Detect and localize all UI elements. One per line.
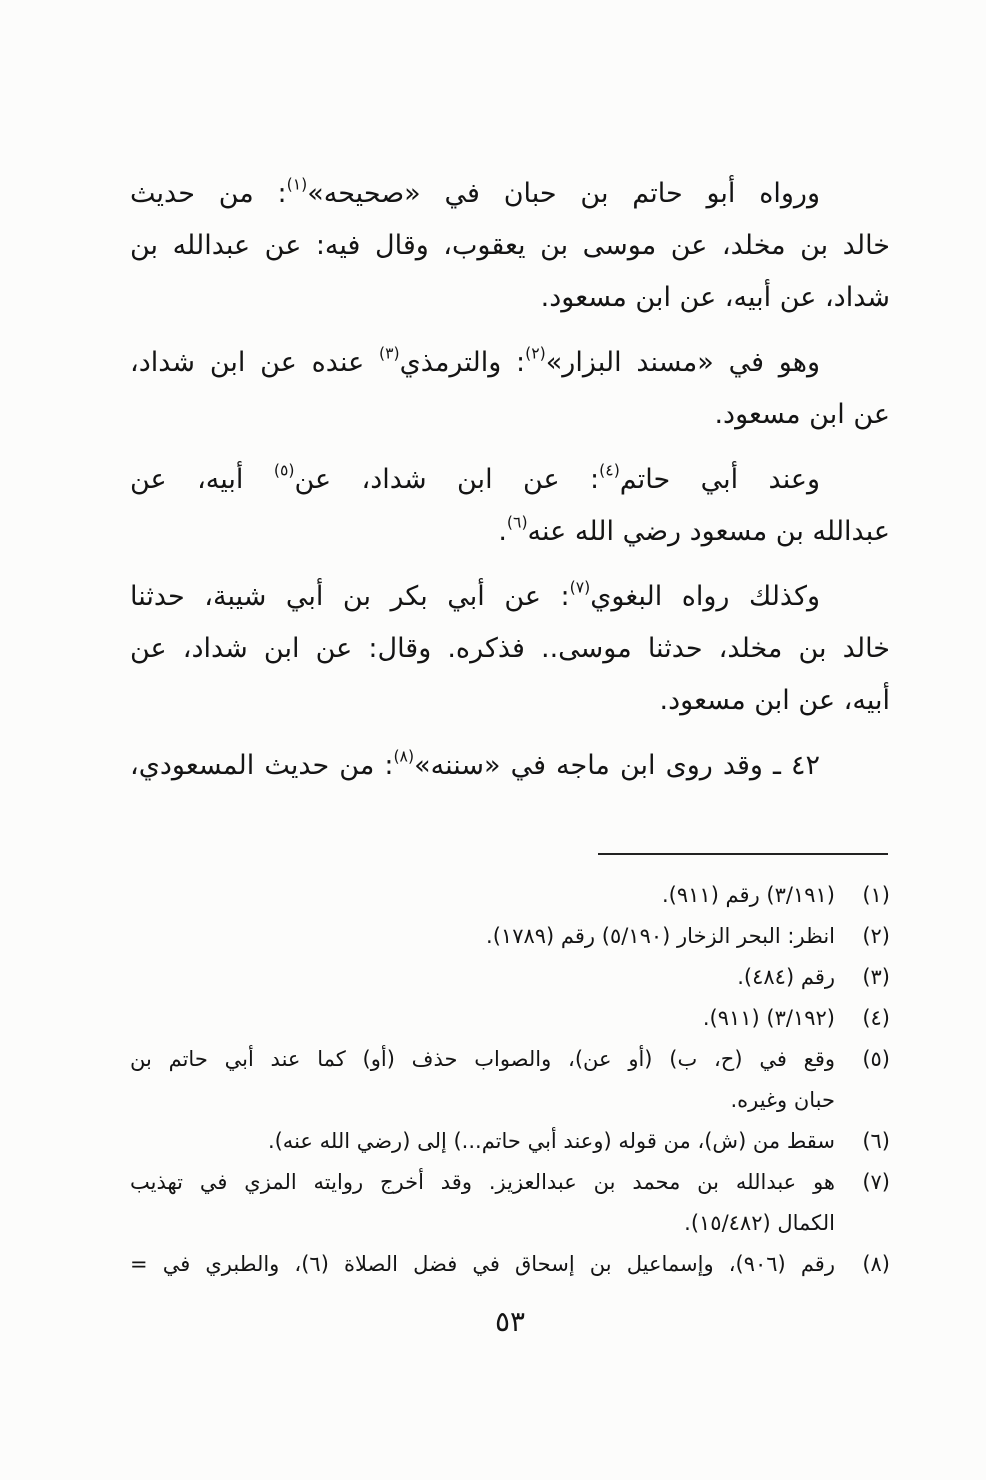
- text-line: عن ابن مسعود.: [714, 399, 890, 430]
- text-segment: : والترمذي: [399, 347, 526, 378]
- footnote-line: رقم (٤٨٤).: [737, 965, 835, 989]
- footnote-ref-6: (٦): [506, 512, 528, 532]
- text-segment: وهو في «مسند البزار»: [545, 347, 820, 378]
- footnote-line: انظر: البحر الزخار (٥/١٩٠) رقم (١٧٨٩).: [486, 924, 835, 948]
- footnote-number: (٤): [862, 1006, 890, 1030]
- footnote-line: رقم (٩٠٦)، وإسماعيل بن إسحاق في فضل الصلاة (٦)، والطبري في =: [130, 1252, 835, 1276]
- text-segment: : من حديث المسعودي،: [130, 750, 394, 781]
- footnote-ref-1: (١): [286, 174, 308, 194]
- text-line: شداد، عن أبيه، عن ابن مسعود.: [540, 282, 890, 313]
- paragraph-4: [130, 571, 890, 727]
- text-line: [130, 168, 890, 220]
- footnote-line: هو عبدالله بن محمد بن عبدالعزيز. وقد أخرج روايته المزي في تهذيب: [130, 1170, 835, 1194]
- text-line: [130, 740, 890, 792]
- footnote-line: (٣/١٩١) رقم (٩١١).: [661, 883, 835, 907]
- paragraph-5: [130, 740, 890, 792]
- footnote-7: [130, 1162, 890, 1244]
- footnote-line: (٣/١٩٢) (٩١١).: [702, 1006, 835, 1030]
- footnote-3: [130, 957, 890, 998]
- text-line: خالد بن مخلد، حدثنا موسى.. فذكره. وقال: عن ابن شداد، عن: [130, 633, 890, 664]
- text-line: [130, 506, 890, 558]
- footnote-number: (٥): [862, 1047, 890, 1071]
- footnote-4: [130, 998, 890, 1039]
- text-line: [130, 454, 890, 506]
- paragraph-3: [130, 454, 890, 558]
- footnote-number: (٦): [862, 1129, 890, 1153]
- footnote-ref-7: (٧): [569, 577, 591, 597]
- text-segment: وكذلك رواه البغوي: [590, 581, 820, 612]
- text-segment: .: [498, 516, 507, 547]
- footnote-5: [130, 1039, 890, 1121]
- text-line: أبيه، عن ابن مسعود.: [659, 685, 890, 716]
- text-segment: : من حديث: [130, 178, 287, 209]
- footnote-6: [130, 1121, 890, 1162]
- main-text: [130, 168, 890, 792]
- footnote-1: [130, 875, 890, 916]
- text-segment: وعند أبي حاتم: [619, 464, 821, 495]
- text-line: خالد بن مخلد، عن موسى بن يعقوب، وقال فيه: عن عبدالله بن: [130, 230, 890, 261]
- footnote-line: وقع في (ح، ب) (أو عن)، والصواب حذف (أو) كما عند أبي حاتم بن: [130, 1047, 835, 1071]
- text-segment: ورواه أبو حاتم بن حبان في «صحيحه»: [307, 178, 820, 209]
- footnote-ref-3: (٣): [379, 343, 400, 363]
- footnote-ref-2: (٢): [525, 343, 546, 363]
- footnote-line: الكمال (١٥/٤٨٢).: [684, 1211, 835, 1235]
- text-segment: عنده عن ابن شداد،: [130, 347, 380, 378]
- footnote-line: حبان وغيره.: [730, 1088, 835, 1112]
- text-segment: : عن ابن شداد، عن: [294, 464, 600, 495]
- footnote-8: [130, 1244, 890, 1285]
- footnotes: [130, 875, 890, 1285]
- footnote-separator: [598, 853, 888, 855]
- text-segment: أبيه، عن: [130, 464, 274, 495]
- footnote-number: (٨): [862, 1252, 890, 1276]
- text-segment: عبدالله بن مسعود رضي الله عنه: [527, 516, 890, 547]
- text-segment: ٤٢ ـ وقد روى ابن ماجه في «سننه»: [414, 750, 820, 781]
- text-line: [130, 571, 890, 623]
- footnote-ref-4: (٤): [599, 460, 620, 480]
- paragraph-2: [130, 337, 890, 441]
- footnote-line: سقط من (ش)، من قوله (وعند أبي حاتم...) إلى (رضي الله عنه).: [267, 1129, 835, 1153]
- text-line: [130, 337, 890, 389]
- footnote-ref-8: (٨): [393, 746, 415, 766]
- page-number: ٥٣: [494, 1305, 526, 1338]
- footnote-number: (٧): [862, 1170, 890, 1194]
- footnote-number: (١): [862, 883, 890, 907]
- footnote-number: (٢): [862, 924, 890, 948]
- footnote-number: (٣): [862, 965, 890, 989]
- paragraph-1: [130, 168, 890, 324]
- footnote-2: [130, 916, 890, 957]
- footnote-ref-5: (٥): [273, 460, 295, 480]
- text-segment: : عن أبي بكر بن أبي شيبة، حدثنا: [130, 581, 570, 612]
